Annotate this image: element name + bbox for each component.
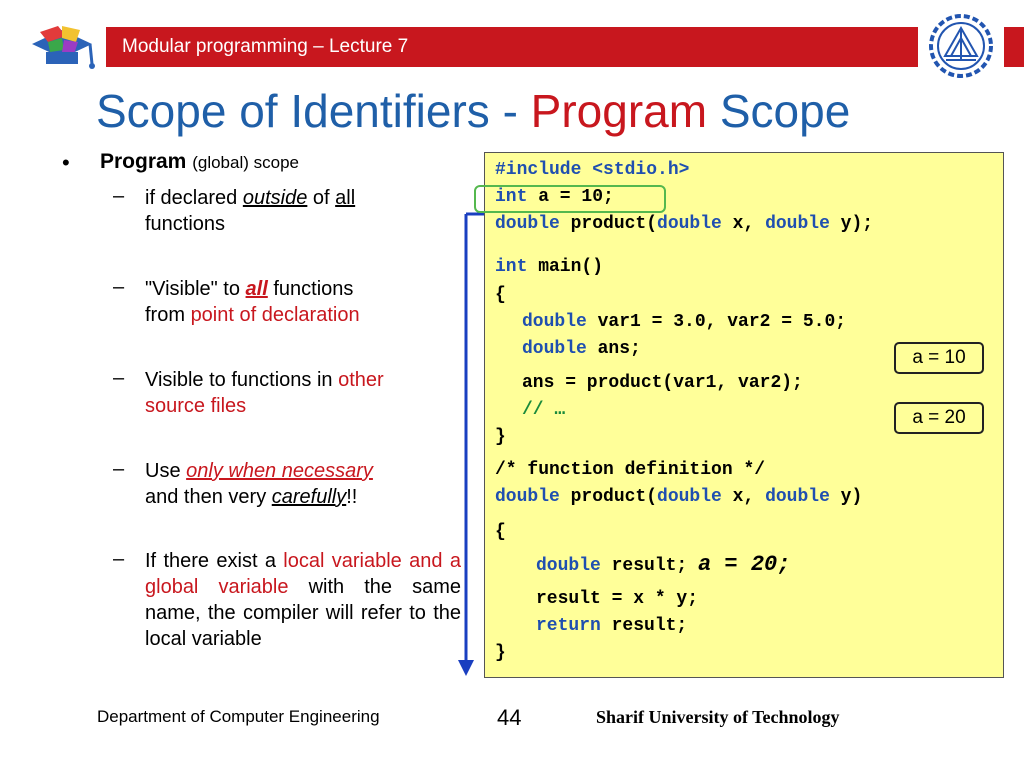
sub-dash: – (113, 458, 125, 480)
main-bullet-rest: (global) scope (192, 153, 299, 172)
sub-bullet-3: Visible to functions in other source files (145, 369, 384, 417)
sub-dash: – (113, 185, 125, 207)
callout-a-10: a = 10 (894, 342, 984, 374)
footer-department: Department of Computer Engineering (97, 707, 380, 726)
code-line-2: int a = 10; (495, 187, 614, 207)
code-line-11: /* function definition */ (495, 460, 766, 480)
title-part3: Scope (707, 85, 851, 137)
bullet-dot: • (62, 150, 70, 175)
sub-bullet-5: If there exist a local variable and a global variable with the same name, the compiler will refer to the local variable (145, 550, 461, 650)
main-bullet-bold: Program (100, 150, 187, 173)
code-line-1: #include <stdio.h> (495, 160, 690, 180)
callout-a-20: a = 20 (894, 402, 984, 434)
code-line-3: double product(double x, double y); (495, 214, 874, 234)
sub-bullet-1: if declared outside of all functions (145, 187, 356, 235)
code-line-4: int main() (495, 257, 604, 277)
title-part1: Scope of Identifiers - (96, 85, 531, 137)
code-line-7: double ans; (522, 339, 641, 359)
sub-bullet-4: Use only when necessary and then very carefully!! (145, 460, 373, 508)
code-line-5: { (495, 285, 506, 305)
title-part2: Program (530, 85, 708, 137)
code-line-17: } (495, 643, 506, 663)
code-line-15: result = x * y; (536, 589, 699, 609)
sub-dash: – (113, 367, 125, 389)
sub-bullet-2: "Visible" to all functions from point of declaration (145, 278, 360, 326)
sub-dash: – (113, 276, 125, 298)
code-line-6: double var1 = 3.0, var2 = 5.0; (522, 312, 847, 332)
footer-page-number: 44 (497, 705, 522, 730)
lecture-title: Modular programming – Lecture 7 (122, 36, 409, 57)
code-line-14: double result; a = 20; (536, 552, 791, 577)
code-line-13: { (495, 522, 506, 542)
code-line-10: } (495, 427, 506, 447)
code-line-8: ans = product(var1, var2); (522, 373, 803, 393)
code-line-9: // … (522, 400, 566, 420)
sub-dash: – (113, 548, 125, 570)
code-line-16: return result; (536, 616, 688, 636)
footer-university: Sharif University of Technology (596, 707, 840, 727)
code-line-12: double product(double x, double y) (495, 487, 863, 507)
